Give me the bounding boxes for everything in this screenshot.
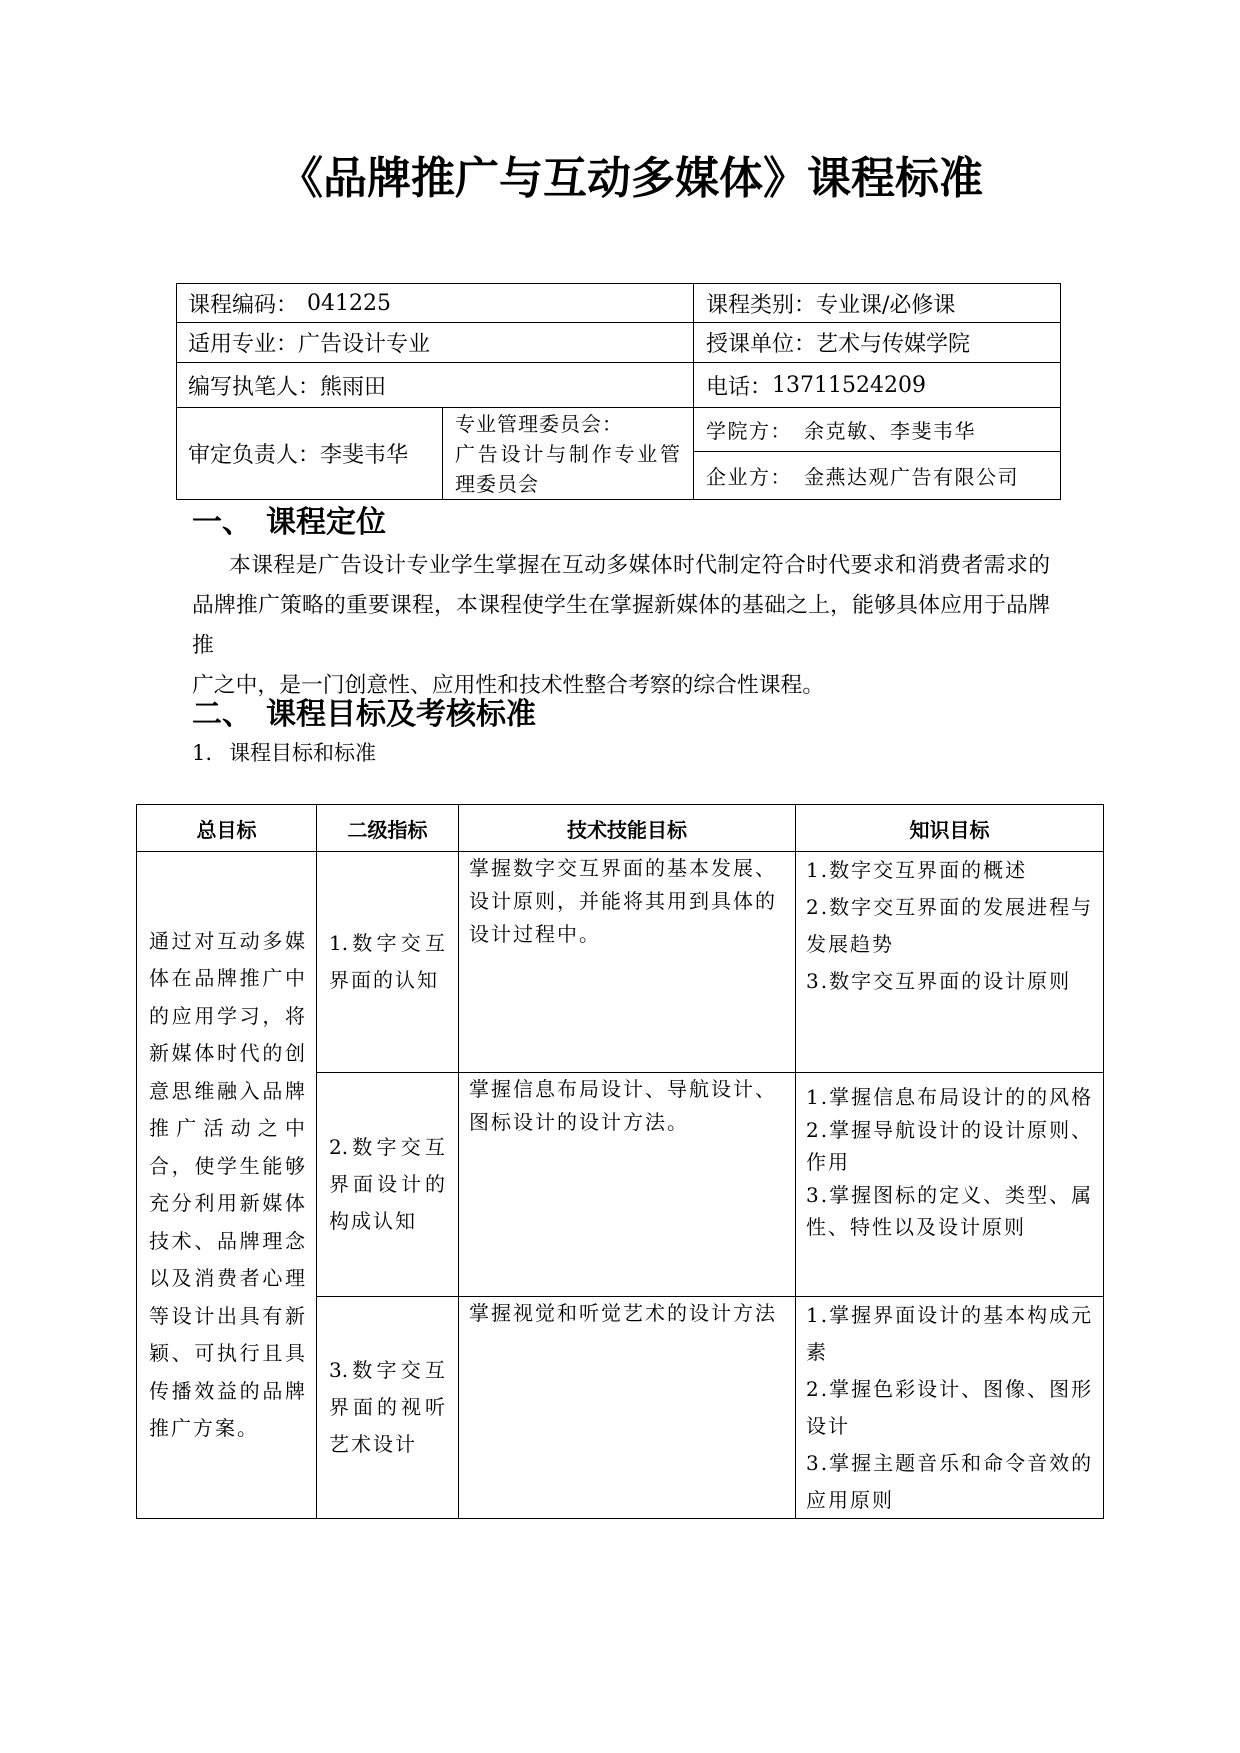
course-code-cell <box>176 283 694 323</box>
overall-goal-line: 技术、品牌理念 <box>149 1228 305 1253</box>
author-value: 熊雨田 <box>320 374 387 400</box>
overall-goal-text <box>149 923 305 1448</box>
subsection-number: 1. <box>192 741 213 765</box>
knowledge-goal-cell <box>795 851 1104 1073</box>
enterprise-side-label: 企业方： <box>706 465 792 489</box>
course-goals-table <box>136 804 1104 1519</box>
skill-line: 掌握信息布局设计、导航设计、 <box>469 1077 777 1101</box>
course-code-value: 041225 <box>307 290 391 316</box>
paragraph-line: 品牌推广策略的重要课程，本课程使学生在掌握新媒体的基础之上，能够具体应用于品牌推 <box>192 593 1050 658</box>
skill-line: 设计过程中。 <box>469 922 601 946</box>
document-title: 《品牌推广与互动多媒体》课程标准 <box>279 153 983 204</box>
knowledge-line: 2.掌握色彩设计、图像、图形 <box>806 1377 1094 1401</box>
teaching-unit-value: 艺术与传媒学院 <box>816 332 971 357</box>
indicator-text <box>329 1352 445 1463</box>
subsection-heading <box>192 738 376 768</box>
indicator-cell <box>316 1296 459 1519</box>
course-type-label: 课程类别： <box>706 292 817 318</box>
header-skill-goal: 技术技能目标 <box>458 804 796 852</box>
indicator-line: 艺术设计 <box>329 1432 417 1456</box>
knowledge-line: 3.数字交互界面的设计原则 <box>806 969 1072 993</box>
paragraph-line: 本课程是广告设计专业学生掌握在互动多媒体时代制定符合时代要求和消费者需求的 <box>229 553 1050 578</box>
overall-goal-line: 充分利用新媒体 <box>149 1191 305 1215</box>
overall-goal-line: 新媒体时代的创 <box>149 1041 305 1065</box>
indicator-text <box>329 925 445 999</box>
reviewer-value: 李斐韦华 <box>320 443 409 468</box>
knowledge-line: 应用原则 <box>806 1488 894 1512</box>
committee-cell <box>442 407 694 500</box>
reviewer-label: 审定负责人： <box>188 443 321 468</box>
section-title: 课程目标及考核标准 <box>266 697 536 732</box>
knowledge-line: 发展趋势 <box>806 932 894 956</box>
course-info-table <box>176 283 1061 500</box>
skill-line: 图标设计的设计方法。 <box>469 1110 689 1134</box>
indicator-line: 1.数字交互 <box>329 931 445 955</box>
teaching-unit-cell <box>693 322 1061 363</box>
major-value: 广告设计专业 <box>298 332 431 357</box>
skill-line: 掌握数字交互界面的基本发展、 <box>469 856 777 880</box>
knowledge-goal-cell <box>795 1072 1104 1297</box>
subsection-title: 课程目标和标准 <box>229 741 376 765</box>
knowledge-line: 2.数字交互界面的发展进程与 <box>806 895 1094 919</box>
author-label: 编写执笔人： <box>188 374 321 400</box>
knowledge-goal-cell <box>795 1296 1104 1519</box>
knowledge-line: 1.掌握界面设计的基本构成元 <box>806 1303 1094 1327</box>
course-type-cell <box>693 283 1061 323</box>
indicator-line: 3.数字交互 <box>329 1358 445 1382</box>
knowledge-line: 3.掌握主题音乐和命令音效的 <box>806 1451 1094 1475</box>
overall-goal-line: 的应用学习，将 <box>149 1003 305 1028</box>
phone-value: 13711524209 <box>772 372 926 398</box>
committee-text <box>455 409 681 499</box>
college-side-label: 学院方： <box>706 419 792 443</box>
knowledge-line: 1.掌握信息布局设计的的风格 <box>806 1085 1094 1109</box>
overall-goal-line: 合，使学生能够 <box>149 1153 305 1178</box>
skill-goal-cell <box>458 1296 796 1519</box>
indicator-cell <box>316 851 459 1073</box>
indicator-line: 构成认知 <box>329 1209 417 1233</box>
major-cell <box>176 322 694 363</box>
course-type-value: 专业课/必修课 <box>816 292 956 318</box>
college-side-value: 余克敏、李斐韦华 <box>804 419 976 443</box>
overall-goal-line: 推广活动之中 <box>149 1116 305 1140</box>
skill-line: 设计原则，并能将其用到具体的 <box>469 889 777 913</box>
overall-goal-line: 颖、可执行且具 <box>149 1341 305 1365</box>
knowledge-line: 2.掌握导航设计的设计原则、 <box>806 1117 1094 1142</box>
course-code-label: 课程编码： <box>188 292 299 318</box>
section-number: 一、 <box>192 505 252 540</box>
knowledge-line: 1.数字交互界面的概述 <box>806 858 1028 882</box>
committee-label: 专业管理委员会： <box>455 412 623 436</box>
indicator-text <box>329 1129 445 1240</box>
paragraph-line: 广之中，是一门创意性、应用性和技术性整合考察的综合性课程。 <box>192 673 825 698</box>
knowledge-line: 性、特性以及设计原则 <box>806 1215 1026 1239</box>
knowledge-line: 设计 <box>806 1414 850 1438</box>
phone-label: 电话： <box>706 374 773 400</box>
overall-goal-line: 以及消费者心理 <box>149 1266 305 1290</box>
skill-line: 掌握视觉和听觉艺术的设计方法 <box>469 1301 777 1325</box>
committee-value-line: 广告设计与制作专业管 <box>455 442 681 466</box>
overall-goal-line: 传播效益的品牌 <box>149 1378 305 1403</box>
overall-goal-line: 通过对互动多媒 <box>149 928 305 953</box>
indicator-line: 2.数字交互 <box>329 1135 445 1159</box>
overall-goal-line: 意思维融入品牌 <box>149 1078 305 1103</box>
enterprise-side-value: 金燕达观广告有限公司 <box>804 465 1019 489</box>
phone-cell <box>693 362 1061 408</box>
header-overall-goal: 总目标 <box>136 804 317 852</box>
skill-goal-cell <box>458 851 796 1073</box>
section-heading-goals <box>192 695 536 735</box>
course-positioning-paragraph <box>192 546 1050 706</box>
section-title: 课程定位 <box>266 505 386 540</box>
overall-goal-line: 推广方案。 <box>149 1416 259 1440</box>
indicator-cell <box>316 1072 459 1297</box>
overall-goal-line: 等设计出具有新 <box>149 1303 305 1328</box>
header-knowledge-goal: 知识目标 <box>795 804 1104 852</box>
major-label: 适用专业： <box>188 332 299 357</box>
section-number: 二、 <box>192 697 252 732</box>
indicator-line: 界面的认知 <box>329 968 439 992</box>
indicator-line: 界面设计的 <box>329 1172 445 1196</box>
section-heading-positioning <box>192 503 386 543</box>
enterprise-side-cell <box>693 451 1061 500</box>
indicator-line: 界面的视听 <box>329 1395 445 1419</box>
reviewer-cell <box>176 407 443 500</box>
committee-value-line: 理委员会 <box>455 472 539 496</box>
overall-goal-cell <box>136 851 317 1519</box>
skill-goal-cell <box>458 1072 796 1297</box>
knowledge-line: 3.掌握图标的定义、类型、属 <box>806 1182 1094 1207</box>
college-side-cell <box>693 407 1061 452</box>
knowledge-line: 素 <box>806 1340 828 1364</box>
header-secondary-indicator: 二级指标 <box>316 804 459 852</box>
author-cell <box>176 362 694 408</box>
teaching-unit-label: 授课单位： <box>706 332 817 357</box>
overall-goal-line: 体在品牌推广中 <box>149 966 305 990</box>
knowledge-line: 作用 <box>806 1150 850 1174</box>
